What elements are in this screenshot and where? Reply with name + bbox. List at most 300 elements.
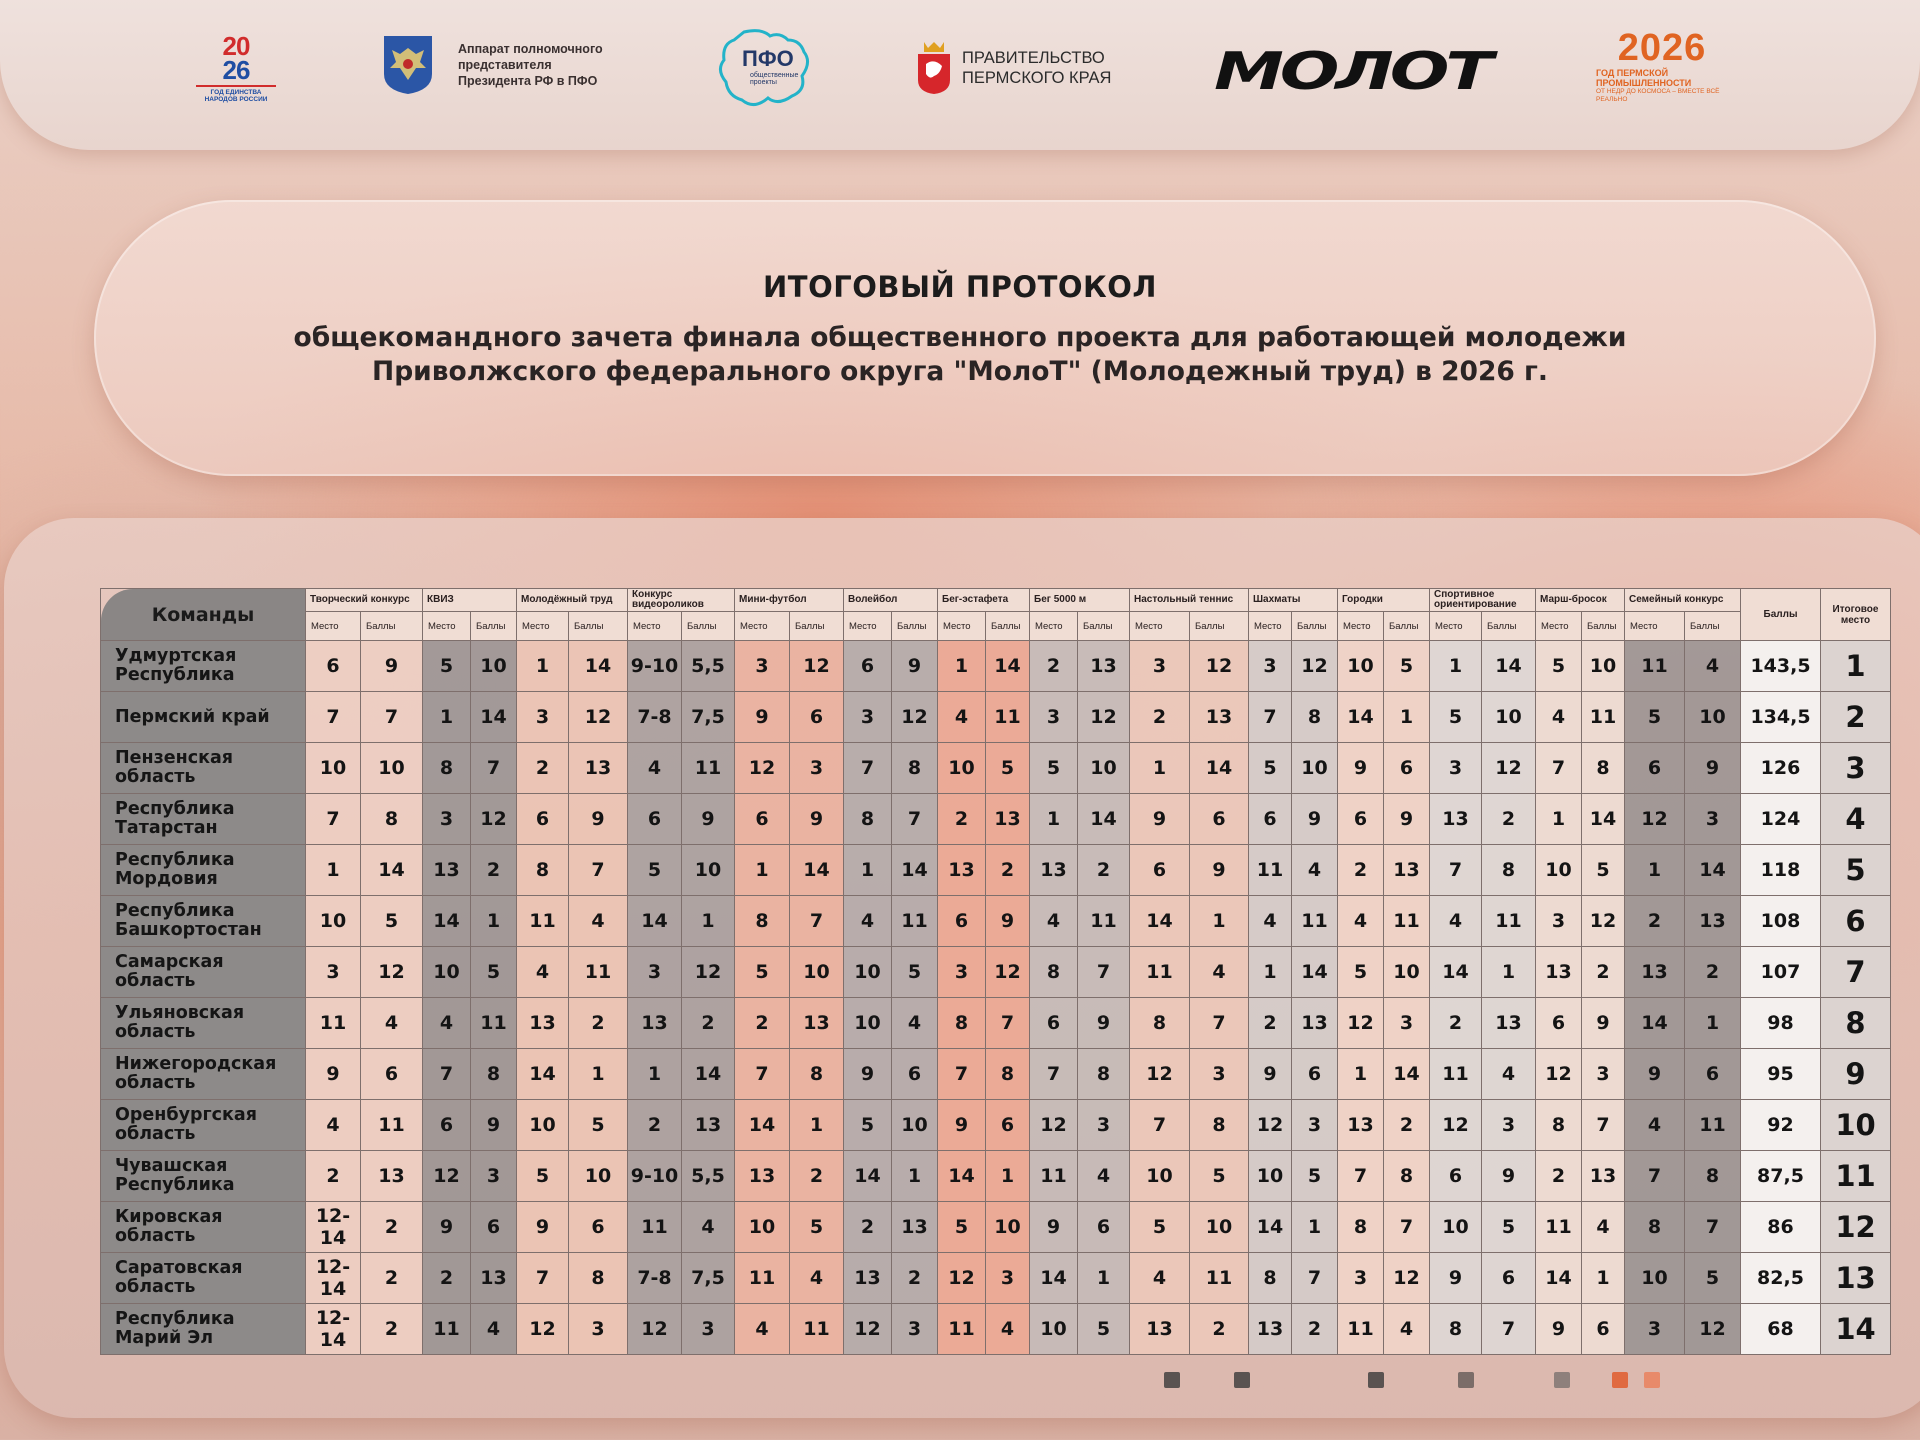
event-points-cell: 4 [1384,1304,1430,1355]
event-points-cell: 5 [790,1202,844,1253]
points-subheader: Баллы [986,612,1030,641]
event-place-cell: 7-8 [628,1253,682,1304]
event-place-cell: 13 [628,998,682,1049]
event-place-cell: 11 [938,1304,986,1355]
event-place-cell: 4 [938,692,986,743]
event-place-cell: 11 [1625,641,1685,692]
event-points-cell: 6 [1190,794,1249,845]
event-points-cell: 1 [790,1100,844,1151]
event-place-cell: 2 [306,1151,361,1202]
event-header: Шахматы [1249,589,1338,612]
event-place-cell: 6 [844,641,892,692]
event-points-cell: 4 [1078,1151,1130,1202]
event-points-cell: 8 [1582,743,1625,794]
place-subheader: Место [1030,612,1078,641]
apparat-text: Аппарат полномочного представителя Президента РФ в ПФО [458,42,603,88]
points-subheader: Баллы [1582,612,1625,641]
event-place-cell: 12-14 [306,1253,361,1304]
event-place-cell: 4 [1338,896,1384,947]
event-place-cell: 4 [735,1304,790,1355]
final-place-cell: 8 [1821,998,1891,1049]
event-points-cell: 13 [1384,845,1430,896]
event-place-cell: 13 [1625,947,1685,998]
pfo-logo: ПФО общественные проекты [714,26,818,112]
event-points-cell: 8 [1482,845,1536,896]
event-place-cell: 14 [1430,947,1482,998]
event-place-cell: 3 [1536,896,1582,947]
event-place-cell: 3 [1030,692,1078,743]
event-place-cell: 12-14 [306,1202,361,1253]
event-points-cell: 13 [1482,998,1536,1049]
team-name: Пензенская область [101,743,306,794]
event-points-cell: 11 [1685,1100,1741,1151]
event-place-cell: 6 [1625,743,1685,794]
event-points-cell: 1 [986,1151,1030,1202]
event-place-cell: 5 [938,1202,986,1253]
event-place-cell: 9 [735,692,790,743]
event-header: Спортивное ориентирование [1430,589,1536,612]
event-place-cell: 7 [735,1049,790,1100]
event-place-cell: 11 [1249,845,1292,896]
event-place-cell: 14 [628,896,682,947]
event-header: Бег-эстафета [938,589,1030,612]
event-points-cell: 3 [790,743,844,794]
event-points-cell: 3 [682,1304,735,1355]
event-header: Волейбол [844,589,938,612]
event-points-cell: 14 [1384,1049,1430,1100]
points-subheader: Баллы [1685,612,1741,641]
total-points-cell: 86 [1741,1202,1821,1253]
event-place-cell: 1 [1625,845,1685,896]
event-points-cell: 3 [1582,1049,1625,1100]
event-place-cell: 6 [1130,845,1190,896]
event-points-cell: 7 [1078,947,1130,998]
event-points-cell: 11 [1190,1253,1249,1304]
event-place-cell: 3 [1625,1304,1685,1355]
event-place-cell: 11 [517,896,569,947]
event-points-cell: 14 [1292,947,1338,998]
points-subheader: Баллы [790,612,844,641]
event-place-cell: 4 [1625,1100,1685,1151]
event-place-cell: 3 [1249,641,1292,692]
event-points-cell: 2 [1078,845,1130,896]
event-points-cell: 14 [986,641,1030,692]
event-points-cell: 12 [986,947,1030,998]
event-place-cell: 12 [1430,1100,1482,1151]
event-points-cell: 10 [1190,1202,1249,1253]
event-points-cell: 11 [1582,692,1625,743]
event-points-cell: 10 [569,1151,628,1202]
event-points-cell: 4 [790,1253,844,1304]
event-place-cell: 10 [844,947,892,998]
event-place-cell: 1 [517,641,569,692]
event-place-cell: 11 [735,1253,790,1304]
event-place-cell: 11 [1030,1151,1078,1202]
event-place-cell: 11 [628,1202,682,1253]
event-place-cell: 5 [1625,692,1685,743]
event-points-cell: 1 [892,1151,938,1202]
event-points-cell: 12 [682,947,735,998]
final-place-cell: 5 [1821,845,1891,896]
points-subheader: Баллы [1292,612,1338,641]
event-points-cell: 7,5 [682,1253,735,1304]
total-points-cell: 82,5 [1741,1253,1821,1304]
event-points-cell: 5 [892,947,938,998]
event-place-cell: 5 [1130,1202,1190,1253]
event-points-cell: 4 [361,998,423,1049]
event-place-cell: 3 [1338,1253,1384,1304]
team-name: Республика Башкортостан [101,896,306,947]
event-place-cell: 13 [1430,794,1482,845]
event-place-cell: 11 [1536,1202,1582,1253]
event-points-cell: 12 [790,641,844,692]
event-place-cell: 4 [1030,896,1078,947]
team-row [101,692,1891,743]
event-points-cell: 4 [471,1304,517,1355]
perm-coat-of-arms-icon [916,40,952,96]
event-place-cell: 13 [938,845,986,896]
event-place-cell: 7 [844,743,892,794]
event-place-cell: 12 [517,1304,569,1355]
points-subheader: Баллы [1384,612,1430,641]
event-header: Городки [1338,589,1430,612]
event-points-cell: 4 [1292,845,1338,896]
event-points-cell: 9 [1384,794,1430,845]
event-points-cell: 9 [1582,998,1625,1049]
event-place-cell: 9 [1249,1049,1292,1100]
event-place-cell: 2 [1338,845,1384,896]
event-points-cell: 2 [569,998,628,1049]
event-place-cell: 6 [306,641,361,692]
team-name: Самарская область [101,947,306,998]
event-place-cell: 6 [938,896,986,947]
event-points-cell: 6 [1482,1253,1536,1304]
points-subheader: Баллы [1078,612,1130,641]
event-place-cell: 13 [844,1253,892,1304]
event-place-cell: 13 [1338,1100,1384,1151]
event-place-cell: 11 [423,1304,471,1355]
event-points-cell: 5 [1292,1151,1338,1202]
event-place-cell: 10 [1625,1253,1685,1304]
team-row [101,641,1891,692]
event-place-cell: 12 [1130,1049,1190,1100]
event-points-cell: 7 [1482,1304,1536,1355]
event-points-cell: 2 [1292,1304,1338,1355]
event-points-cell: 4 [986,1304,1030,1355]
total-points-cell: 134,5 [1741,692,1821,743]
place-subheader: Место [844,612,892,641]
event-points-cell: 11 [361,1100,423,1151]
decorative-mark [1458,1372,1474,1388]
event-points-cell: 9 [1685,743,1741,794]
event-place-cell: 10 [1030,1304,1078,1355]
final-place-cell: 13 [1821,1253,1891,1304]
event-place-cell: 7-8 [628,692,682,743]
event-points-cell: 9 [1482,1151,1536,1202]
team-name: Ульяновская область [101,998,306,1049]
perm-industry-logo [1596,28,1728,116]
event-place-cell: 12 [1249,1100,1292,1151]
event-place-cell: 3 [735,641,790,692]
event-place-cell: 2 [517,743,569,794]
event-points-cell: 5 [1582,845,1625,896]
total-points-cell: 87,5 [1741,1151,1821,1202]
event-place-cell: 4 [517,947,569,998]
event-points-cell: 3 [1482,1100,1536,1151]
event-points-cell: 6 [986,1100,1030,1151]
event-place-cell: 2 [735,998,790,1049]
event-place-cell: 8 [1249,1253,1292,1304]
team-row [101,1151,1891,1202]
event-points-cell: 6 [471,1202,517,1253]
event-points-cell: 13 [361,1151,423,1202]
event-place-cell: 9-10 [628,641,682,692]
event-points-cell: 10 [1292,743,1338,794]
event-place-cell: 5 [423,641,471,692]
event-points-cell: 1 [1582,1253,1625,1304]
event-points-cell: 8 [1384,1151,1430,1202]
event-place-cell: 12 [1338,998,1384,1049]
event-place-cell: 10 [1338,641,1384,692]
event-points-cell: 13 [892,1202,938,1253]
event-points-cell: 3 [471,1151,517,1202]
decorative-mark [1368,1372,1384,1388]
event-place-cell: 2 [1030,641,1078,692]
event-points-cell: 7 [1384,1202,1430,1253]
event-place-cell: 6 [1536,998,1582,1049]
apparat-logo [380,34,628,96]
decorative-marks [1100,1368,1700,1408]
event-place-cell: 10 [844,998,892,1049]
final-place-cell: 10 [1821,1100,1891,1151]
russian-emblem-icon [380,34,436,96]
event-place-cell: 12 [423,1151,471,1202]
event-points-cell: 13 [1685,896,1741,947]
event-points-cell: 7 [471,743,517,794]
team-row [101,1304,1891,1355]
event-place-cell: 13 [1536,947,1582,998]
event-place-cell: 1 [938,641,986,692]
event-points-cell: 3 [1685,794,1741,845]
final-place-cell: 2 [1821,692,1891,743]
event-points-cell: 10 [1582,641,1625,692]
event-points-cell: 6 [1582,1304,1625,1355]
event-points-cell: 9 [471,1100,517,1151]
event-place-cell: 11 [1430,1049,1482,1100]
event-points-cell: 3 [1292,1100,1338,1151]
final-place-cell: 6 [1821,896,1891,947]
total-points-cell: 108 [1741,896,1821,947]
event-place-cell: 10 [1249,1151,1292,1202]
event-place-cell: 5 [517,1151,569,1202]
event-points-cell: 4 [682,1202,735,1253]
event-place-cell: 1 [1249,947,1292,998]
event-place-cell: 8 [1625,1202,1685,1253]
place-subheader: Место [1536,612,1582,641]
event-place-cell: 4 [423,998,471,1049]
event-points-cell: 1 [471,896,517,947]
event-points-cell: 1 [1384,692,1430,743]
event-place-cell: 5 [628,845,682,896]
team-row [101,743,1891,794]
event-points-cell: 2 [1384,1100,1430,1151]
team-row [101,794,1891,845]
event-points-cell: 13 [569,743,628,794]
team-name: Пермский край [101,692,306,743]
event-place-cell: 7 [306,794,361,845]
event-place-cell: 7 [1430,845,1482,896]
event-points-cell: 3 [986,1253,1030,1304]
event-place-cell: 4 [1536,692,1582,743]
total-points-cell: 143,5 [1741,641,1821,692]
event-points-cell: 9 [682,794,735,845]
event-points-cell: 10 [682,845,735,896]
event-points-cell: 8 [471,1049,517,1100]
final-place-cell: 7 [1821,947,1891,998]
event-points-cell: 12 [1482,743,1536,794]
event-points-cell: 4 [1685,641,1741,692]
total-points-header: Баллы [1741,589,1821,641]
event-place-cell: 12-14 [306,1304,361,1355]
event-points-cell: 7 [361,692,423,743]
event-points-cell: 1 [1685,998,1741,1049]
event-points-cell: 5,5 [682,1151,735,1202]
event-place-cell: 4 [306,1100,361,1151]
event-place-cell: 14 [1130,896,1190,947]
place-subheader: Место [306,612,361,641]
event-place-cell: 5 [1030,743,1078,794]
perm-government-logo [916,40,1111,96]
event-points-cell: 1 [1078,1253,1130,1304]
event-points-cell: 5 [986,743,1030,794]
event-place-cell: 5 [1249,743,1292,794]
event-points-cell: 10 [1384,947,1430,998]
event-points-cell: 13 [790,998,844,1049]
event-points-cell: 12 [1292,641,1338,692]
final-place-cell: 3 [1821,743,1891,794]
event-points-cell: 12 [361,947,423,998]
event-points-cell: 13 [682,1100,735,1151]
event-place-cell: 3 [517,692,569,743]
event-points-cell: 10 [892,1100,938,1151]
event-place-cell: 11 [306,998,361,1049]
place-subheader: Место [735,612,790,641]
event-place-cell: 7 [1338,1151,1384,1202]
event-points-cell: 11 [1384,896,1430,947]
event-points-cell: 2 [1685,947,1741,998]
event-place-cell: 12 [844,1304,892,1355]
final-place-cell: 12 [1821,1202,1891,1253]
event-points-cell: 13 [1292,998,1338,1049]
points-subheader: Баллы [1482,612,1536,641]
event-points-cell: 1 [569,1049,628,1100]
event-place-cell: 7 [1130,1100,1190,1151]
total-points-cell: 126 [1741,743,1821,794]
event-points-cell: 5 [569,1100,628,1151]
total-points-cell: 107 [1741,947,1821,998]
event-points-cell: 9 [569,794,628,845]
event-points-cell: 5,5 [682,641,735,692]
decorative-mark [1234,1372,1250,1388]
event-points-cell: 11 [1078,896,1130,947]
protocol-subtitle-line1: общекомандного зачета финала общественного проекта для работающей молодежи [293,322,1627,353]
event-place-cell: 6 [1030,998,1078,1049]
event-place-cell: 5 [735,947,790,998]
event-points-cell: 2 [361,1253,423,1304]
event-place-cell: 9 [938,1100,986,1151]
event-place-cell: 1 [1130,743,1190,794]
total-points-cell: 95 [1741,1049,1821,1100]
event-points-cell: 7 [1292,1253,1338,1304]
event-points-cell: 9 [1190,845,1249,896]
event-place-cell: 3 [423,794,471,845]
event-place-cell: 3 [938,947,986,998]
team-name: Республика Марий Эл [101,1304,306,1355]
event-place-cell: 1 [423,692,471,743]
event-points-cell: 3 [1078,1100,1130,1151]
protocol-title: ИТОГОВЫЙ ПРОТОКОЛ [763,270,1157,304]
event-place-cell: 6 [517,794,569,845]
points-subheader: Баллы [1190,612,1249,641]
event-place-cell: 6 [1430,1151,1482,1202]
event-place-cell: 3 [844,692,892,743]
event-header: КВИЗ [423,589,517,612]
event-points-cell: 8 [361,794,423,845]
event-place-cell: 14 [735,1100,790,1151]
event-place-cell: 5 [844,1100,892,1151]
event-points-cell: 6 [1384,743,1430,794]
event-place-cell: 3 [1430,743,1482,794]
decorative-mark [1554,1372,1570,1388]
final-place-cell: 11 [1821,1151,1891,1202]
event-place-cell: 12 [628,1304,682,1355]
event-place-cell: 13 [423,845,471,896]
event-place-cell: 9 [1430,1253,1482,1304]
event-place-cell: 8 [517,845,569,896]
event-place-cell: 4 [628,743,682,794]
final-place-cell: 9 [1821,1049,1891,1100]
place-subheader: Место [1430,612,1482,641]
event-place-cell: 10 [306,896,361,947]
event-place-cell: 4 [844,896,892,947]
event-points-cell: 3 [569,1304,628,1355]
event-place-cell: 9 [306,1049,361,1100]
event-points-cell: 12 [1685,1304,1741,1355]
event-place-cell: 13 [517,998,569,1049]
place-subheader: Место [1338,612,1384,641]
event-place-cell: 14 [1030,1253,1078,1304]
event-place-cell: 2 [1130,692,1190,743]
event-points-cell: 10 [1482,692,1536,743]
event-points-cell: 14 [1685,845,1741,896]
event-place-cell: 8 [938,998,986,1049]
event-points-cell: 3 [1384,998,1430,1049]
team-row [101,1253,1891,1304]
event-place-cell: 5 [1536,641,1582,692]
event-place-cell: 14 [1249,1202,1292,1253]
event-place-cell: 1 [844,845,892,896]
total-points-cell: 68 [1741,1304,1821,1355]
event-place-cell: 7 [1030,1049,1078,1100]
event-place-cell: 12 [938,1253,986,1304]
event-place-cell: 9 [423,1202,471,1253]
team-name: Оренбургская область [101,1100,306,1151]
event-place-cell: 9 [844,1049,892,1100]
teams-header: Команды [101,589,306,641]
team-name: Республика Татарстан [101,794,306,845]
final-place-header: Итоговое место [1821,589,1891,641]
event-points-cell: 6 [1292,1049,1338,1100]
